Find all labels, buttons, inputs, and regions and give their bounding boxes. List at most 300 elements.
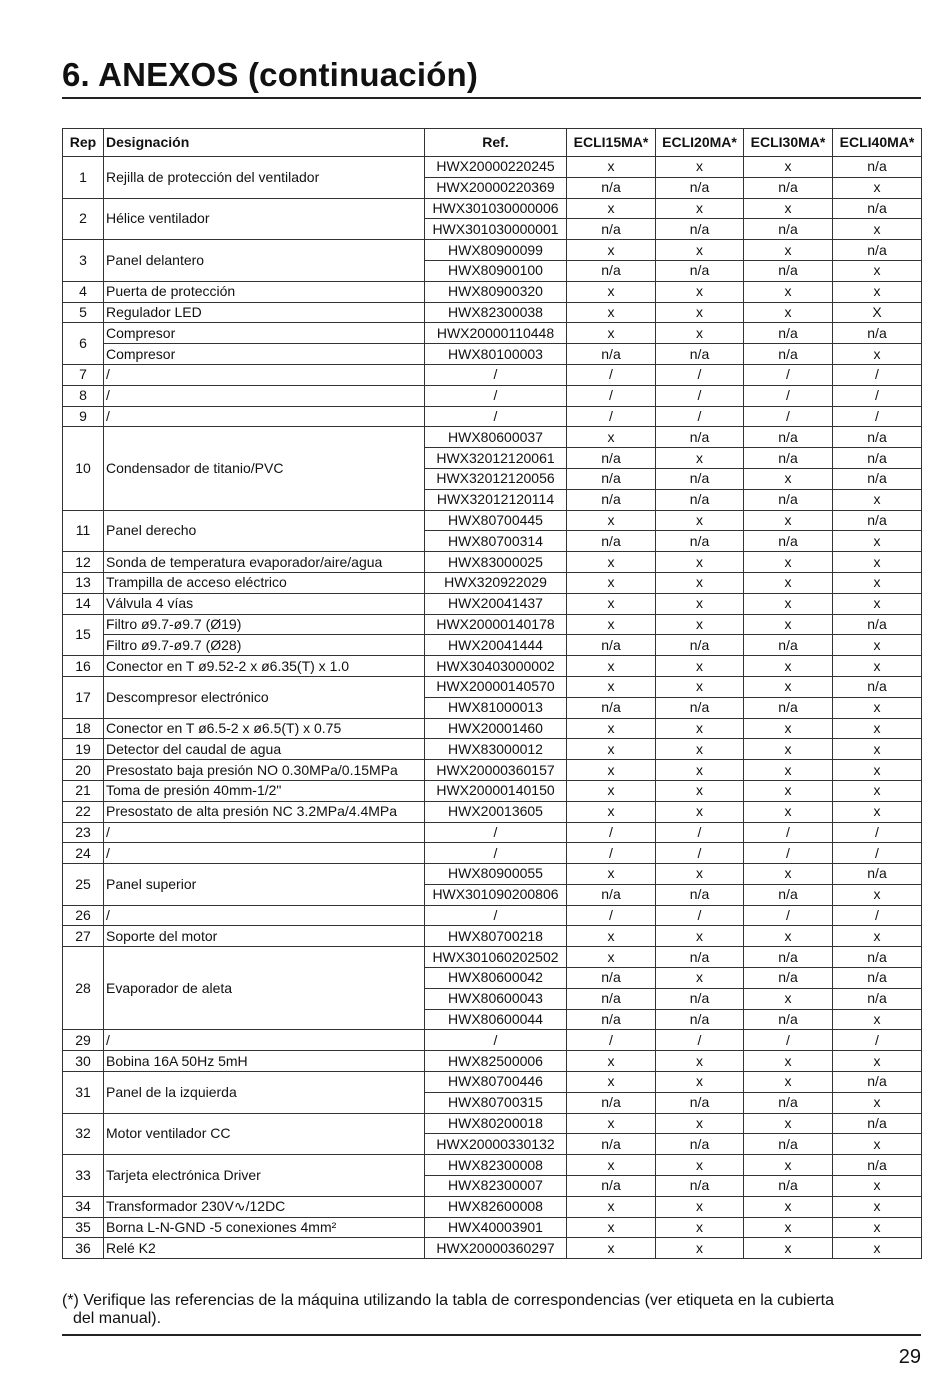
ref-cell: HWX80700218 <box>425 926 567 947</box>
designation-cell: Bobina 16A 50Hz 5mH <box>104 1051 425 1072</box>
model-cell: x <box>567 572 656 593</box>
rep-cell: 35 <box>63 1217 104 1238</box>
model-cell: n/a <box>656 260 744 281</box>
designation-cell: Motor ventilador CC <box>104 1113 425 1155</box>
model-cell: x <box>656 448 744 469</box>
model-cell: x <box>744 281 833 302</box>
rep-cell: 6 <box>63 323 104 365</box>
model-cell: x <box>656 801 744 822</box>
model-cell: x <box>567 427 656 448</box>
model-cell: n/a <box>656 635 744 656</box>
model-cell: x <box>833 344 922 365</box>
model-cell: n/a <box>656 1009 744 1030</box>
table-row <box>63 364 922 385</box>
ref-cell: HWX20001460 <box>425 718 567 739</box>
model-cell: x <box>833 656 922 677</box>
ref-cell: / <box>425 843 567 864</box>
model-cell: x <box>656 656 744 677</box>
model-cell: x <box>744 676 833 697</box>
ref-cell: HWX20013605 <box>425 801 567 822</box>
model-cell: / <box>833 843 922 864</box>
model-cell: x <box>567 739 656 760</box>
model-cell: n/a <box>567 489 656 510</box>
model-cell: x <box>656 281 744 302</box>
rep-cell: 20 <box>63 760 104 781</box>
ref-cell: HWX20000220245 <box>425 157 567 178</box>
model-cell: n/a <box>833 157 922 178</box>
table-row <box>63 552 922 573</box>
rep-cell: 8 <box>63 385 104 406</box>
ref-cell: HWX82300038 <box>425 302 567 323</box>
model-cell: x <box>744 614 833 635</box>
model-cell: x <box>656 1072 744 1093</box>
model-cell: x <box>744 593 833 614</box>
designation-cell: Conector en T ø6.5-2 x ø6.5(T) x 0.75 <box>104 718 425 739</box>
model-cell: / <box>656 406 744 427</box>
designation-cell: Regulador LED <box>104 302 425 323</box>
designation-cell: Válvula 4 vías <box>104 593 425 614</box>
ref-cell: HWX20000110448 <box>425 323 567 344</box>
model-cell: / <box>744 1030 833 1051</box>
model-cell: X <box>833 302 922 323</box>
model-cell: n/a <box>567 1092 656 1113</box>
model-cell: x <box>833 780 922 801</box>
rep-cell: 7 <box>63 364 104 385</box>
ref-cell: HWX80900099 <box>425 240 567 261</box>
model-cell: / <box>567 385 656 406</box>
designation-cell: Presostato baja presión NO 0.30MPa/0.15MPa <box>104 760 425 781</box>
model-cell: x <box>567 614 656 635</box>
designation-cell: Soporte del motor <box>104 926 425 947</box>
model-cell: x <box>744 1113 833 1134</box>
model-cell: n/a <box>744 323 833 344</box>
model-cell: x <box>656 593 744 614</box>
table-row <box>63 635 922 656</box>
table-header-row <box>63 129 922 157</box>
ref-cell: HWX82600008 <box>425 1196 567 1217</box>
rep-cell: 15 <box>63 614 104 656</box>
table-row <box>63 323 922 344</box>
model-cell: n/a <box>567 635 656 656</box>
rep-cell: 36 <box>63 1238 104 1259</box>
table-row <box>63 593 922 614</box>
model-cell: x <box>656 198 744 219</box>
model-cell: x <box>567 157 656 178</box>
model-cell: / <box>567 364 656 385</box>
model-cell: x <box>656 760 744 781</box>
rep-cell: 5 <box>63 302 104 323</box>
model-cell: x <box>744 240 833 261</box>
rep-cell: 2 <box>63 198 104 240</box>
designation-cell: Tarjeta electrónica Driver <box>104 1155 425 1197</box>
model-cell: x <box>567 1217 656 1238</box>
parts-table <box>62 128 922 1259</box>
model-cell: n/a <box>744 219 833 240</box>
table-row <box>63 947 922 968</box>
model-cell: x <box>744 510 833 531</box>
model-cell: n/a <box>656 219 744 240</box>
model-cell: x <box>833 635 922 656</box>
ref-cell: HWX80700315 <box>425 1092 567 1113</box>
model-cell: x <box>567 947 656 968</box>
rep-cell: 33 <box>63 1155 104 1197</box>
model-cell: n/a <box>656 884 744 905</box>
header-rep: Rep <box>63 129 104 157</box>
table-row <box>63 1030 922 1051</box>
model-cell: x <box>656 323 744 344</box>
model-cell: n/a <box>744 1176 833 1197</box>
model-cell: n/a <box>744 344 833 365</box>
model-cell: n/a <box>744 697 833 718</box>
model-cell: / <box>656 1030 744 1051</box>
table-row <box>63 780 922 801</box>
rep-cell: 18 <box>63 718 104 739</box>
model-cell: x <box>744 198 833 219</box>
designation-cell: Trampilla de acceso eléctrico <box>104 572 425 593</box>
ref-cell: HWX82300008 <box>425 1155 567 1176</box>
designation-cell: Puerta de protección <box>104 281 425 302</box>
rep-cell: 27 <box>63 926 104 947</box>
model-cell: x <box>744 572 833 593</box>
model-cell: / <box>567 822 656 843</box>
model-cell: n/a <box>567 219 656 240</box>
model-cell: n/a <box>833 1113 922 1134</box>
model-cell: / <box>744 822 833 843</box>
footer-divider <box>62 1334 921 1336</box>
model-cell: / <box>744 364 833 385</box>
model-cell: x <box>833 593 922 614</box>
designation-cell: Rejilla de protección del ventilador <box>104 157 425 199</box>
ref-cell: HWX83000025 <box>425 552 567 573</box>
model-cell: x <box>567 780 656 801</box>
table-row <box>63 614 922 635</box>
header-ecli30ma: ECLI30MA* <box>744 129 833 157</box>
model-cell: n/a <box>744 531 833 552</box>
model-cell: x <box>656 1217 744 1238</box>
table-row <box>63 676 922 697</box>
model-cell: x <box>656 1051 744 1072</box>
model-cell: x <box>833 1134 922 1155</box>
model-cell: n/a <box>567 344 656 365</box>
ref-cell: / <box>425 822 567 843</box>
model-cell: x <box>833 697 922 718</box>
model-cell: x <box>656 676 744 697</box>
model-cell: / <box>833 1030 922 1051</box>
rep-cell: 14 <box>63 593 104 614</box>
header-ref: Ref. <box>425 129 567 157</box>
table-row <box>63 1238 922 1259</box>
model-cell: x <box>567 510 656 531</box>
model-cell: x <box>656 1113 744 1134</box>
model-cell: x <box>567 676 656 697</box>
model-cell: x <box>833 718 922 739</box>
ref-cell: / <box>425 1030 567 1051</box>
model-cell: / <box>833 406 922 427</box>
rep-cell: 28 <box>63 947 104 1030</box>
table-row <box>63 905 922 926</box>
ref-cell: HWX32012120056 <box>425 468 567 489</box>
table-row <box>63 760 922 781</box>
model-cell: n/a <box>744 1092 833 1113</box>
model-cell: n/a <box>833 448 922 469</box>
rep-cell: 32 <box>63 1113 104 1155</box>
model-cell: n/a <box>833 1072 922 1093</box>
ref-cell: HWX30403000002 <box>425 656 567 677</box>
model-cell: x <box>656 1196 744 1217</box>
model-cell: n/a <box>567 1176 656 1197</box>
model-cell: n/a <box>567 448 656 469</box>
model-cell: / <box>656 385 744 406</box>
model-cell: / <box>656 843 744 864</box>
model-cell: x <box>833 489 922 510</box>
designation-cell: Borna L-N-GND -5 conexiones 4mm² <box>104 1217 425 1238</box>
model-cell: x <box>744 1072 833 1093</box>
ref-cell: HWX20000360297 <box>425 1238 567 1259</box>
model-cell: x <box>567 240 656 261</box>
model-cell: x <box>833 260 922 281</box>
header-ecli15ma: ECLI15MA* <box>567 129 656 157</box>
model-cell: n/a <box>833 240 922 261</box>
designation-cell: Condensador de titanio/PVC <box>104 427 425 510</box>
designation-cell: Presostato de alta presión NC 3.2MPa/4.4MPa <box>104 801 425 822</box>
ref-cell: HWX80900320 <box>425 281 567 302</box>
ref-cell: HWX80700446 <box>425 1072 567 1093</box>
model-cell: n/a <box>656 489 744 510</box>
model-cell: n/a <box>567 697 656 718</box>
table-row <box>63 406 922 427</box>
model-cell: n/a <box>744 177 833 198</box>
model-cell: n/a <box>744 884 833 905</box>
model-cell: / <box>744 905 833 926</box>
model-cell: x <box>833 531 922 552</box>
rep-cell: 26 <box>63 905 104 926</box>
model-cell: x <box>744 988 833 1009</box>
designation-cell: Panel de la izquierda <box>104 1072 425 1114</box>
model-cell: x <box>656 739 744 760</box>
ref-cell: HWX80600044 <box>425 1009 567 1030</box>
model-cell: n/a <box>744 260 833 281</box>
table-row <box>63 739 922 760</box>
model-cell: x <box>656 1155 744 1176</box>
rep-cell: 31 <box>63 1072 104 1114</box>
model-cell: x <box>567 801 656 822</box>
model-cell: n/a <box>567 177 656 198</box>
model-cell: n/a <box>567 968 656 989</box>
footnote-line-1: (*) Verifique las referencias de la máquina utilizando la tabla de correspondencias (ver etiqueta en la cubierta <box>62 1292 835 1309</box>
model-cell: n/a <box>656 988 744 1009</box>
ref-cell: HWX320922029 <box>425 572 567 593</box>
designation-cell: Hélice ventilador <box>104 198 425 240</box>
model-cell: x <box>567 302 656 323</box>
rep-cell: 30 <box>63 1051 104 1072</box>
model-cell: x <box>656 572 744 593</box>
table-row <box>63 926 922 947</box>
title-divider <box>62 97 921 99</box>
rep-cell: 22 <box>63 801 104 822</box>
model-cell: x <box>656 302 744 323</box>
ref-cell: HWX80600042 <box>425 968 567 989</box>
rep-cell: 17 <box>63 676 104 718</box>
model-cell: / <box>744 843 833 864</box>
ref-cell: HWX82500006 <box>425 1051 567 1072</box>
model-cell: x <box>744 926 833 947</box>
model-cell: x <box>744 552 833 573</box>
model-cell: n/a <box>567 884 656 905</box>
ref-cell: HWX81000013 <box>425 697 567 718</box>
ref-cell: HWX82300007 <box>425 1176 567 1197</box>
ref-cell: HWX80900100 <box>425 260 567 281</box>
model-cell: x <box>567 1238 656 1259</box>
model-cell: n/a <box>744 947 833 968</box>
model-cell: x <box>567 656 656 677</box>
model-cell: / <box>656 822 744 843</box>
designation-cell: / <box>104 822 425 843</box>
table-row <box>63 864 922 885</box>
model-cell: x <box>656 718 744 739</box>
ref-cell: HWX20000360157 <box>425 760 567 781</box>
model-cell: n/a <box>744 1134 833 1155</box>
model-cell: x <box>567 323 656 344</box>
designation-cell: / <box>104 406 425 427</box>
ref-cell: HWX20000140570 <box>425 676 567 697</box>
model-cell: x <box>833 219 922 240</box>
model-cell: x <box>833 801 922 822</box>
model-cell: n/a <box>567 1009 656 1030</box>
model-cell: n/a <box>833 614 922 635</box>
rep-cell: 3 <box>63 240 104 282</box>
model-cell: n/a <box>833 198 922 219</box>
header-ecli40ma: ECLI40MA* <box>833 129 922 157</box>
model-cell: x <box>744 801 833 822</box>
table-row <box>63 302 922 323</box>
model-cell: x <box>567 198 656 219</box>
model-cell: x <box>567 1155 656 1176</box>
model-cell: x <box>744 1155 833 1176</box>
model-cell: x <box>744 157 833 178</box>
model-cell: n/a <box>833 468 922 489</box>
model-cell: x <box>656 968 744 989</box>
table-row <box>63 718 922 739</box>
rep-cell: 1 <box>63 157 104 199</box>
ref-cell: HWX32012120061 <box>425 448 567 469</box>
model-cell: x <box>567 552 656 573</box>
model-cell: x <box>656 614 744 635</box>
footnote <box>62 1292 921 1328</box>
model-cell: x <box>744 739 833 760</box>
model-cell: x <box>833 1196 922 1217</box>
designation-cell: Compresor <box>104 323 425 344</box>
model-cell: n/a <box>833 988 922 1009</box>
table-row <box>63 385 922 406</box>
model-cell: x <box>833 281 922 302</box>
model-cell: x <box>833 760 922 781</box>
model-cell: n/a <box>833 427 922 448</box>
model-cell: n/a <box>656 468 744 489</box>
table-row <box>63 281 922 302</box>
ref-cell: / <box>425 406 567 427</box>
model-cell: n/a <box>656 344 744 365</box>
parts-table-body <box>63 157 922 1259</box>
model-cell: n/a <box>656 177 744 198</box>
designation-cell: Evaporador de aleta <box>104 947 425 1030</box>
designation-cell: Relé K2 <box>104 1238 425 1259</box>
model-cell: x <box>833 552 922 573</box>
designation-cell: / <box>104 843 425 864</box>
model-cell: x <box>656 157 744 178</box>
rep-cell: 10 <box>63 427 104 510</box>
designation-cell: Sonda de temperatura evaporador/aire/agua <box>104 552 425 573</box>
model-cell: x <box>833 926 922 947</box>
rep-cell: 12 <box>63 552 104 573</box>
model-cell: n/a <box>656 1134 744 1155</box>
model-cell: n/a <box>744 489 833 510</box>
table-row <box>63 1113 922 1134</box>
model-cell: n/a <box>744 448 833 469</box>
page-number: 29 <box>898 1346 921 1368</box>
model-cell: n/a <box>567 531 656 552</box>
model-cell: x <box>833 1092 922 1113</box>
designation-cell: Detector del caudal de agua <box>104 739 425 760</box>
model-cell: x <box>833 1217 922 1238</box>
model-cell: x <box>567 593 656 614</box>
model-cell: n/a <box>744 635 833 656</box>
ref-cell: HWX20000220369 <box>425 177 567 198</box>
table-row <box>63 656 922 677</box>
model-cell: n/a <box>567 1134 656 1155</box>
ref-cell: HWX83000012 <box>425 739 567 760</box>
model-cell: x <box>833 177 922 198</box>
model-cell: x <box>567 718 656 739</box>
model-cell: x <box>656 510 744 531</box>
designation-cell: / <box>104 905 425 926</box>
ref-cell: HWX80600043 <box>425 988 567 1009</box>
rep-cell: 23 <box>63 822 104 843</box>
model-cell: x <box>744 760 833 781</box>
model-cell: n/a <box>744 968 833 989</box>
table-row <box>63 1072 922 1093</box>
model-cell: x <box>744 1238 833 1259</box>
model-cell: x <box>744 718 833 739</box>
designation-cell: Filtro ø9.7-ø9.7 (Ø19) <box>104 614 425 635</box>
model-cell: / <box>567 1030 656 1051</box>
designation-cell: Toma de presión 40mm-1/2" <box>104 780 425 801</box>
model-cell: x <box>833 884 922 905</box>
model-cell: x <box>833 1238 922 1259</box>
model-cell: / <box>744 406 833 427</box>
model-cell: n/a <box>656 1092 744 1113</box>
table-row <box>63 198 922 219</box>
designation-cell: Panel superior <box>104 864 425 906</box>
model-cell: n/a <box>833 947 922 968</box>
rep-cell: 13 <box>63 572 104 593</box>
model-cell: x <box>567 1196 656 1217</box>
model-cell: / <box>567 843 656 864</box>
table-row <box>63 240 922 261</box>
table-row <box>63 1155 922 1176</box>
model-cell: x <box>656 240 744 261</box>
model-cell: x <box>744 302 833 323</box>
rep-cell: 24 <box>63 843 104 864</box>
model-cell: x <box>567 1072 656 1093</box>
model-cell: n/a <box>833 968 922 989</box>
model-cell: n/a <box>567 260 656 281</box>
model-cell: x <box>833 1176 922 1197</box>
model-cell: / <box>744 385 833 406</box>
ref-cell: / <box>425 905 567 926</box>
model-cell: n/a <box>656 1176 744 1197</box>
model-cell: n/a <box>567 988 656 1009</box>
ref-cell: HWX80900055 <box>425 864 567 885</box>
